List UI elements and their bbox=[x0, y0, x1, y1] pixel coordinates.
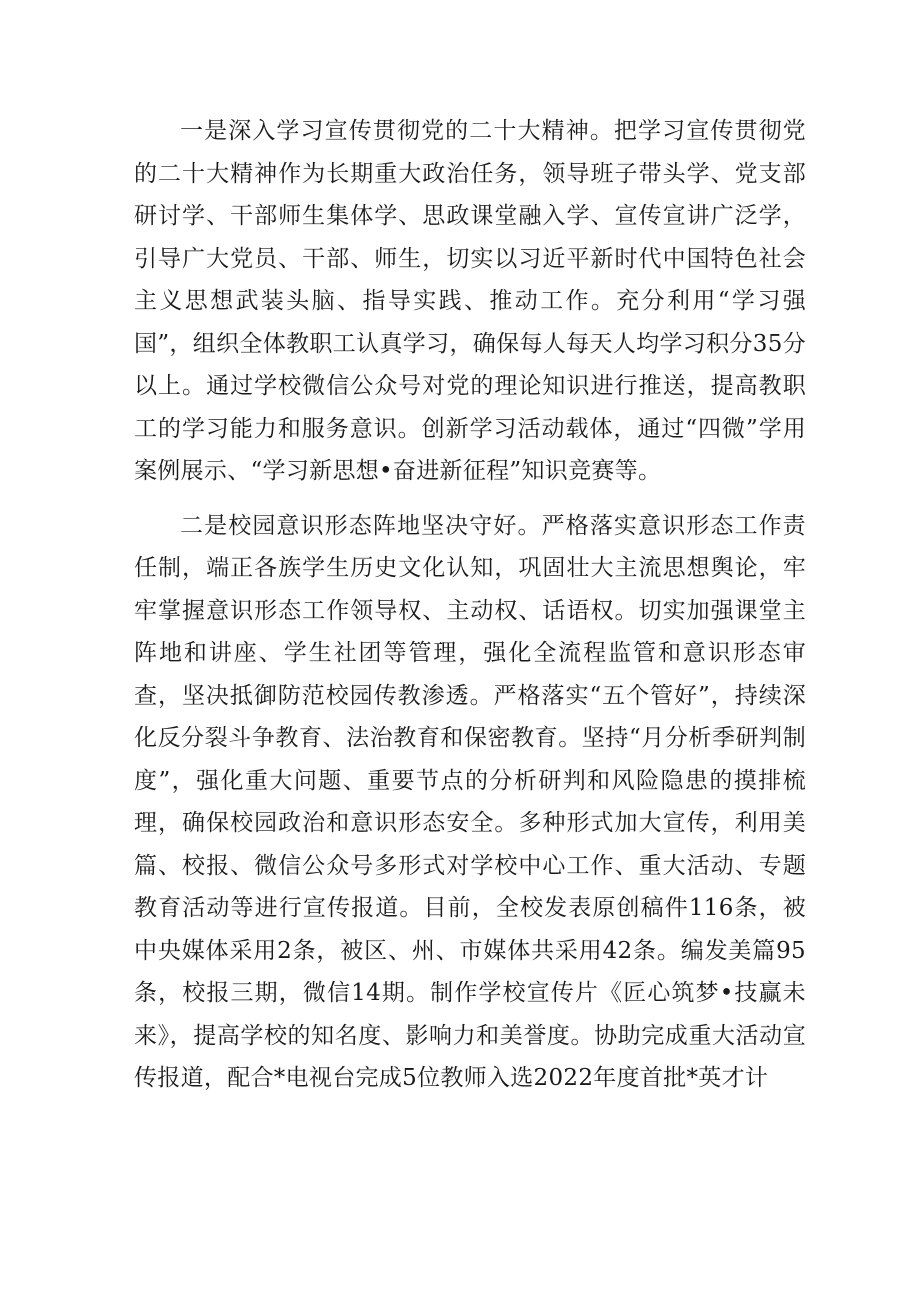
paragraph-ideology-position: 二是校园意识形态阵地坚决守好。严格落实意识形态工作责任制，端正各族学生历史文化认知，巩固壮大主流思想舆论，牢牢掌握意识形态工作领导权、主动权、话语权。切实加强课堂主阵地和讲座、学生社团等管理，强化全流程监管和意识形态审查，坚决抵御防范校园传教渗透。严格落实“五个管好”，持续深化反分裂斗争教育、法治教育和保密教育。坚持“月分析季研判制度”，强化重大问题、重要节点的分析研判和风险隐患的摸排梳理，确保校园政治和意识形态安全。多种形式加大宣传，利用美篇、校报、微信公众号多形式对学校中心工作、重大活动、专题教育活动等进行宣传报道。目前，全校发表原创稿件116条，被中央媒体采用2条，被区、州、市媒体共采用42条。编发美篇95条，校报三期，微信14期。制作学校宣传片《匠心筑梦•技赢未来》，提高学校的知名度、影响力和美誉度。协助完成重大活动宣传报道，配合*电视台完成5位教师入选2022年度首批*英才计 bbox=[134, 512, 806, 1091]
paragraph-study-party-spirit: 一是深入学习宣传贯彻党的二十大精神。把学习宣传贯彻党的二十大精神作为长期重大政治任务，领导班子带头学、党支部研讨学、干部师生集体学、思政课堂融入学、宣传宣讲广泛学，引导广大党员、干部、师生，切实以习近平新时代中国特色社会主义思想武装头脑、指导实践、推动工作。充分利用“学习强国”，组织全体教职工认真学习，确保每人每天人均学习积分35分以上。通过学校微信公众号对党的理论知识进行推送，提高教职工的学习能力和服务意识。创新学习活动载体，通过“四微”学用案例展示、“学习新思想•奋进新征程”知识竞赛等。 bbox=[134, 118, 806, 484]
document-body bbox=[134, 110, 806, 1100]
